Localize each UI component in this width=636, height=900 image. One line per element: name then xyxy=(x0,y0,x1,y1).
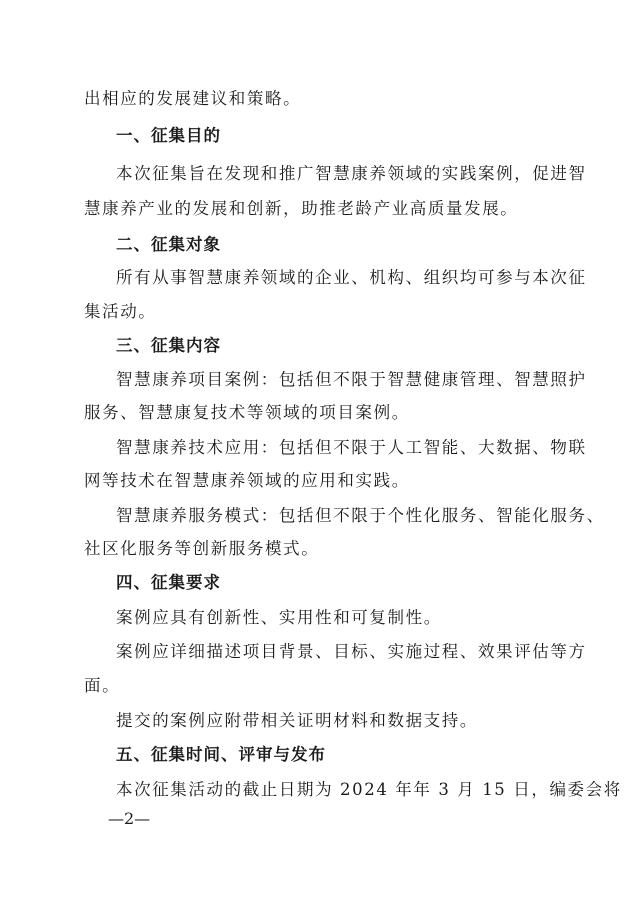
paragraph-line: 面。 xyxy=(84,676,121,695)
paragraph-line: 案例应详细描述项目背景、目标、实施过程、效果评估等方 xyxy=(116,642,587,661)
paragraph-line: 智慧康养项目案例：包括但不限于智慧健康管理、智慧照护 xyxy=(116,370,587,389)
section-heading-target: 二、征集对象 xyxy=(116,235,221,254)
section-heading-schedule: 五、征集时间、评审与发布 xyxy=(116,745,326,764)
paragraph-line: 集活动。 xyxy=(84,302,157,321)
paragraph-line: 出相应的发展建议和策略。 xyxy=(84,89,302,108)
paragraph-line: 智慧康养服务模式：包括但不限于个性化服务、智能化服务、 xyxy=(116,506,605,525)
paragraph-line: 网等技术在智慧康养领域的应用和实践。 xyxy=(84,471,410,490)
paragraph-line: 本次征集旨在发现和推广智慧康养领域的实践案例，促进智 xyxy=(116,164,587,183)
section-heading-content: 三、征集内容 xyxy=(116,336,221,355)
paragraph-line: 提交的案例应附带相关证明材料和数据支持。 xyxy=(116,711,478,730)
paragraph-line: 慧康养产业的发展和创新，助推老龄产业高质量发展。 xyxy=(84,199,519,218)
section-heading-requirements: 四、征集要求 xyxy=(116,573,221,592)
section-heading-purpose: 一、征集目的 xyxy=(116,126,221,145)
page-number: —2— xyxy=(108,809,151,828)
paragraph-line: 本次征集活动的截止日期为 2024 年年 3 月 15 日，编委会将 xyxy=(116,780,622,799)
paragraph-line: 服务、智慧康复技术等领域的项目案例。 xyxy=(84,403,410,422)
paragraph-line: 案例应具有创新性、实用性和可复制性。 xyxy=(116,608,442,627)
paragraph-line: 智慧康养技术应用：包括但不限于人工智能、大数据、物联 xyxy=(116,438,587,457)
paragraph-line: 所有从事智慧康养领域的企业、机构、组织均可参与本次征 xyxy=(116,268,587,287)
paragraph-line: 社区化服务等创新服务模式。 xyxy=(84,539,320,558)
